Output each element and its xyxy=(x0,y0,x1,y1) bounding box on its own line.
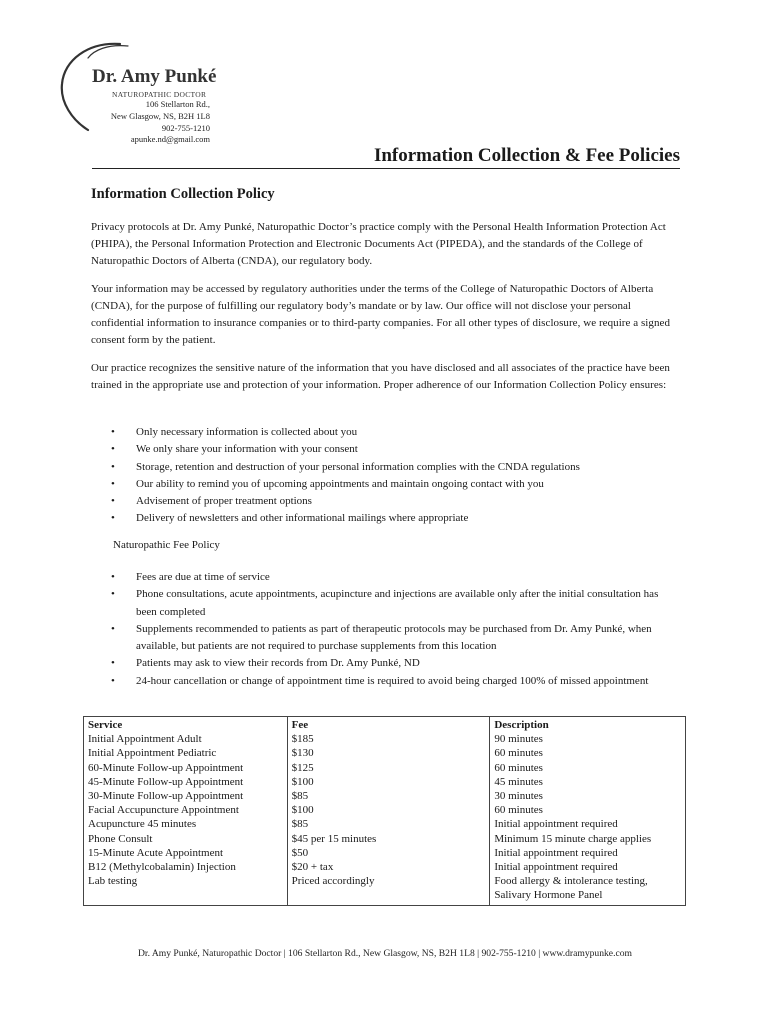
document-title: Information Collection & Fee Policies xyxy=(373,145,680,166)
list-item: • Storage, retention and destruction of your personal information complies with the CNDA regulations xyxy=(111,459,671,476)
info-paragraph-1: Privacy protocols at Dr. Amy Punké, Naturopathic Doctor’s practice comply with the Personal Health Information Protection Act (PHIPA), the Personal Information Protection and Electronic Documents Act (PIPEDA), and the standards of the College of Naturopathic Doctors of Alberta (CNDA), our regulatory body. xyxy=(91,221,666,267)
table-row xyxy=(84,846,686,860)
table-row xyxy=(84,746,686,760)
service-cell: Phone Consult xyxy=(84,832,288,846)
table-row xyxy=(84,832,686,846)
table-row xyxy=(84,732,686,746)
description-cell: 45 minutes xyxy=(490,775,686,789)
list-item: • Supplements recommended to patients as part of therapeutic protocols may be purchased from Dr. Amy Punké, when available, but patients are not required to purchase supplements from this location xyxy=(111,621,671,656)
list-item: • Fees are due at time of service xyxy=(111,569,671,586)
service-cell: 30-Minute Follow-up Appointment xyxy=(84,789,288,803)
description-cell: 60 minutes xyxy=(490,803,686,817)
list-item: • Advisement of proper treatment options xyxy=(111,493,671,510)
email: apunke.nd@gmail.com xyxy=(130,134,210,145)
description-cell: Minimum 15 minute charge applies xyxy=(490,832,686,846)
table-row xyxy=(84,789,686,803)
table-row xyxy=(84,817,686,831)
list-item: • Our ability to remind you of upcoming appointments and maintain ongoing contact with you xyxy=(111,476,671,493)
service-cell: 15-Minute Acute Appointment xyxy=(84,846,288,860)
description-cell: 30 minutes xyxy=(490,789,686,803)
service-cell: Lab testing xyxy=(84,874,288,905)
service-cell: Initial Appointment Adult xyxy=(84,732,288,746)
table-row xyxy=(84,803,686,817)
description-cell: 60 minutes xyxy=(490,761,686,775)
description-cell: 60 minutes xyxy=(490,746,686,760)
header-service: Service xyxy=(84,717,288,733)
fee-cell: $85 xyxy=(287,817,490,831)
fee-cell: $185 xyxy=(287,732,490,746)
service-cell: Facial Accupuncture Appointment xyxy=(84,803,288,817)
page-footer: Dr. Amy Punké, Naturopathic Doctor | 106 Stellarton Rd., New Glasgow, NS, B2H 1L8 | 902-755-1210 | www.dramypunke.com xyxy=(137,948,632,959)
info-policy-list xyxy=(111,424,671,528)
fee-cell: $100 xyxy=(287,775,490,789)
phone: 902-755-1210 xyxy=(161,122,210,133)
table-row xyxy=(84,860,686,874)
description-cell: Initial appointment required xyxy=(490,817,686,831)
address-block xyxy=(60,99,210,146)
description-cell: Initial appointment required xyxy=(490,860,686,874)
fee-policy-heading: Naturopathic Fee Policy xyxy=(113,539,220,551)
table-row xyxy=(84,874,686,905)
header-fee: Fee xyxy=(287,717,490,733)
fee-table xyxy=(83,716,686,906)
info-paragraph-3: Our practice recognizes the sensitive nature of the information that you have disclosed and all associates of the practice have been trained in the appropriate use and protection of your information. Proper adherence of our Information Collection Policy ensures: xyxy=(91,362,670,391)
header-description: Description xyxy=(490,717,686,733)
fee-cell: $85 xyxy=(287,789,490,803)
description-cell: Initial appointment required xyxy=(490,846,686,860)
list-item: • We only share your information with your consent xyxy=(111,441,671,458)
list-item: • Phone consultations, acute appointments, acupincture and injections are available only after the initial consultation has been completed xyxy=(111,586,671,621)
list-item: • 24-hour cancellation or change of appointment time is required to avoid being charged 100% of missed appointment xyxy=(111,673,671,690)
description-cell: Food allergy & intolerance testing, Salivary Hormone Panel xyxy=(490,874,686,905)
table-row xyxy=(84,761,686,775)
logo-subtitle: NATUROPATHIC DOCTOR xyxy=(112,90,207,99)
fee-cell: $100 xyxy=(287,803,490,817)
fee-cell: $20 + tax xyxy=(287,860,490,874)
fee-cell: $130 xyxy=(287,746,490,760)
fee-policy-list xyxy=(111,569,671,690)
fee-cell: $50 xyxy=(287,846,490,860)
fee-cell: Priced accordingly xyxy=(287,874,490,905)
table-header-row xyxy=(84,717,686,733)
info-paragraph-2: Your information may be accessed by regulatory authorities under the terms of the College of Naturopathic Doctors of Alberta (CNDA), for the purpose of fulfilling our regulatory body’s mandate or by law. Our office will not disclose your personal confidential information to insurance companies or to third-party companies. For all other types of disclosure, we require a signed consent form by the patient. xyxy=(91,283,670,346)
list-item: • Only necessary information is collected about you xyxy=(111,424,671,441)
address-line-1: 106 Stellarton Rd., xyxy=(145,99,210,109)
fee-cell: $45 per 15 minutes xyxy=(287,832,490,846)
service-cell: Acupuncture 45 minutes xyxy=(84,817,288,831)
description-cell: 90 minutes xyxy=(490,732,686,746)
service-cell: 60-Minute Follow-up Appointment xyxy=(84,761,288,775)
service-cell: 45-Minute Follow-up Appointment xyxy=(84,775,288,789)
fee-cell: $125 xyxy=(287,761,490,775)
info-policy-heading: Information Collection Policy xyxy=(91,186,275,202)
title-underline xyxy=(92,168,680,169)
table-row xyxy=(84,775,686,789)
service-cell: B12 (Methylcobalamin) Injection xyxy=(84,860,288,874)
list-item: • Delivery of newsletters and other informational mailings where appropriate xyxy=(111,510,671,527)
list-item: • Patients may ask to view their records from Dr. Amy Punké, ND xyxy=(111,655,671,672)
address-line-2: New Glasgow, NS, B2H 1L8 xyxy=(110,110,210,121)
service-cell: Initial Appointment Pediatric xyxy=(84,746,288,760)
logo-name: Dr. Amy Punké xyxy=(92,66,217,87)
